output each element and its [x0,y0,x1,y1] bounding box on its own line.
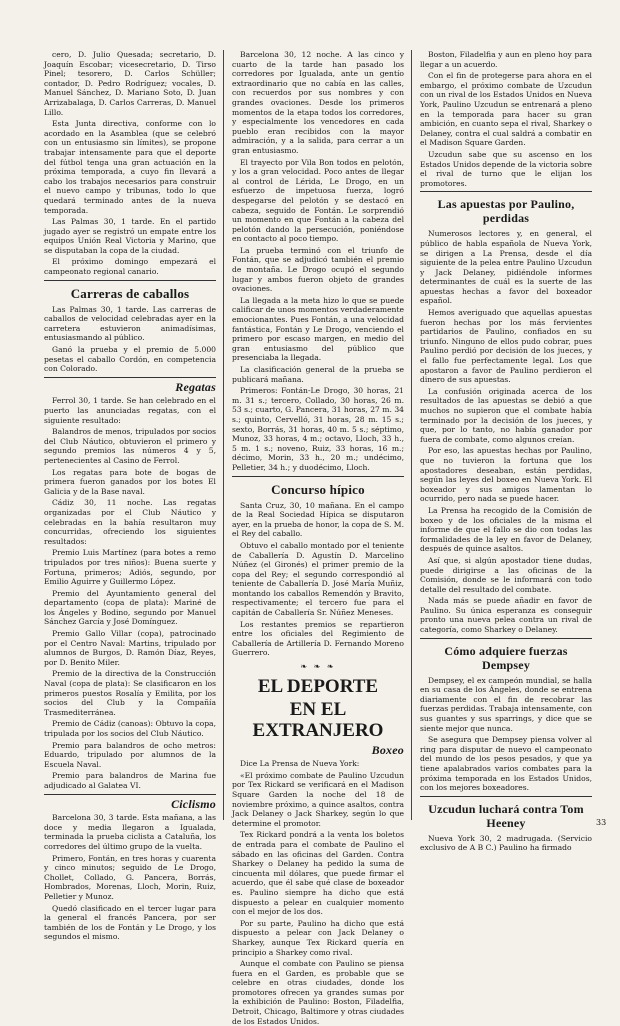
paragraph: La prueba terminó con el triunfo de Fontán, que se adjudicó también el premio de montaña. Le Drogo ocupó el segundo lugar y ambos fueron objeto de grandes ovaciones. [232,245,404,294]
paragraph: Premio de la directiva de la Construcción Naval (copa de plata): Se clasificaron en los primeros puestos Rosalía y Emilita, por los socios del Club y la Compañía Trasmediterránea. [44,669,216,717]
paragraph: Así que, si algún apostador tiene dudas, puede dirigirse a las oficinas de la Comisión, donde se le informará con todo detalle del resultado del combate. [420,555,592,594]
paragraph: El próximo domingo empezará el campeonato regional canario. [44,257,216,277]
column-3 [420,50,592,853]
paragraph: Ganó la prueba y el premio de 5.000 pesetas el caballo Cordón, en competencia con Colorado. [44,345,216,374]
paragraph: Premio Luis Martínez (para botes a remo tripulados por tres niños): Buena suerte y Fortuna, primeros; Adiós, segundo, por Emilio Aguirre y Guillermo López. [44,548,216,587]
paragraph: Nueva York 30, 2 madrugada. (Servicio exclusivo de A B C.) Paulino ha firmado [420,833,592,853]
paragraph: Premio de Cádiz (canoas): Obtuvo la copa, tripulada por los socios del Club Náutico. [44,719,216,738]
paragraph: Aunque el combate con Paulino se piensa fuera en el Garden, es probable que se celebre en otras ciudades, donde los promotores ofrecen ya grandes sumas por la exhibición de Paulino: Boston, Filadelfia, Detroit, Chicago, Baltimore y otras ciudades de los Estados Unidos. [232,959,404,1026]
paragraph: Numerosos lectores y, en general, el público de habla española de Nueva York, se dirigen a La Prensa, desde el día siguiente de la pelea entre Paulino Uzcudun y Jack Delaney, pidiéndole informes determinantes de cuál es la suerte de las apuestas hechas a favor del boxeador español. [420,229,592,306]
heading-carreras: Carreras de caballos [70,285,190,301]
heading-tom-heeney: Uzcudun luchará contra Tom Heeney [428,801,584,830]
divider [420,638,592,639]
section-title-line-2: EN EL EXTRANJERO [252,698,384,741]
paragraph: Con el fin de protegerse para ahora en el embargo, el próximo combate de Uzcudun con un rival de los Estados Unidos en Nueva York, Paulino Uzcudun se entrenará a pleno en la temporada para hacer su gran ambición, en cuanto sepa el rival, Sharkey o Delaney, contra el cual saldrá a combatir en el Madison Square Garden. [420,71,592,148]
paragraph: Premio Gallo Villar (copa), patrocinado por el Centro Naval: Martins, tripulado por alumnos de Burgos, D. Ramón Díaz, Reyes, por D. Benito Miler. [44,629,216,667]
divider [44,794,216,795]
paragraph: Se asegura que Dempsey piensa volver al ring para disputar de nuevo el campeonato del mundo de los pesos pesados, y que ya tiene apalabrados varios combates para la próxima temporada en los Estados Unidos, con los mejores boxeadores. [420,735,592,793]
paragraph: Barcelona 30, 12 noche. A las cinco y cuarto de la tarde han pasado los corredores por Igualada, ante un gentío extraordinario que no cabía en las calles, con recuerdos por sus nombres y con grandes ovaciones. Desde los primeros momentos de la etapa todos los corredores, y especialmente los vencedores en cada pueblo eran recibidos con la mayor admiración, y a la salida, para cerrar a un gran entusiasmo. [232,50,404,155]
paragraph: El trayecto por Vila Bon todos en pelotón, y los a gran velocidad. Poco antes de llegar al control de Lérida, Le Drogo, en un esfuerzo de impetuosa fuerza, logró despegarse del pelotón y se destacó en cabeza, seguido de Fontán. Le sorprendió un momento en que Fontán a la cabeza del pelotón dando la persecución, poniéndose en contacto al poco tiempo. [232,157,404,244]
paragraph: Dempsey, el ex campeón mundial, se halla en su casa de los Ángeles, donde se entrena diariamente con el fin de recobrar las fuerzas perdidas. Trabaja intensamente, con sus guantes y sus sparrings, y dice que se siente mejor que nunca. [420,675,592,733]
column-rule [411,50,412,820]
paragraph: Hemos averiguado que aquellas apuestas fueron hechas por los más fervientes partidarios de Paulino, confiados en su triunfo. Ninguno de ellos pudo cobrar, pues Paulino perdió por decisión de los jueces, y el fallo fue perfectamente legal. Los que apostaron a favor de Paulino perdieron el dinero de sus apuestas. [420,308,592,385]
paragraph: Las Palmas 30, 1 tarde. En el partido jugado ayer se registró un empate entre los equipos Unión Real Victoria y Marino, que se disputaban la copa de la ciudad. [44,217,216,255]
heading-boxeo: Boxeo [371,742,404,757]
heading-dempsey: Cómo adquiere fuerzas Dempsey [444,643,568,672]
paragraph: Primeros: Fontán-Le Drogo, 30 horas, 21 m. 31 s.; tercero, Collado, 30 horas, 26 m. 53 s.; cuarto, G. Pancera, 31 horas, 27 m. 34 s.; quinto, Cervelló, 31 horas, 28 m. 15 s.; sexto, Borrás, 31 horas, 40 m. 5 s.; séptimo, Munoz, 33 horas, 4 m.; octavo, Lloch, 33 h., 5 m. 1 s.; noveno, Ruiz, 33 horas, 16 m.; décimo, Morin, 33 h., 20 m.; undécimo, Pelletier, 34 h.; y duodécimo, Lloch. [232,386,404,472]
paragraph: Tex Rickard pondrá a la venta los boletos de entrada para el combate de Paulino el sábado en las oficinas del Garden. Contra Sharkey o Delaney ha pedido la suma de cincuenta mil dólares, que puede firmar el acuerdo, que él sabe qué clase de boxeador es. Paulino siempre ha dicho que está dispuesto a pelear en cualquier momento con el mejor de los dos. [232,830,404,917]
paragraph: Primero, Fontán, en tres horas y cuarenta y cinco minutos; seguido de Le Drogo, Chollet, Collado, G. Pancera, Borrás, Hombrados, Morenas, Lloch, Morin, Ruiz, Pelletier y Munoz. [44,853,216,901]
paragraph: Premio para balandros de Marina fue adjudicado al Galatea VI. [44,771,216,790]
paragraph: Ferrol 30, 1 tarde. Se han celebrado en el puerto las anunciadas regatas, con el siguiente resultado: [44,396,216,425]
paragraph: Quedó clasificado en el tercer lugar para la general el francés Pancera, por ser también de los de Fontán y Le Drogo, y los segundos el mismo. [44,903,216,942]
paragraph: Los regatas para bote de bogas de primera fueron ganados por los botes El Galicia y de la Base naval. [44,467,216,496]
column-rule [223,50,224,820]
paragraph: Barcelona 30, 3 tarde. Esta mañana, a las doce y media llegaron a Igualada, terminada la prueba ciclista a Cataluña, los corredores del último grupo de la vuelta. [44,813,216,851]
heading-regatas: Regatas [175,379,216,394]
paragraph: Cádiz 30, 11 noche. Las regatas organizadas por el Club Náutico y celebradas en la bahía resultaron muy concurridas, ofreciendo los siguientes resultados: [44,498,216,546]
column-2 [232,50,404,1026]
paragraph: La clasificación general de la prueba se publicará mañana. [232,365,404,384]
paragraph: La Prensa ha recogido de la Comisión de boxeo y de los oficiales de la misma el informe de que el fallo se dio con todas las formalidades de la ley en favor de Delaney, después de quince asaltos. [420,505,592,554]
paragraph: cero, D. Julio Quesada; secretario, D. Joaquín Escobar; vicesecretario, D. Tirso Pinel; tesorero, D. Carlos Schüller; contador, D. Pedro Rodríguez; vocales, D. Manuel Sánchez, D. Mariano Soto, D. Juan Arrizabalaga, D. Carlos Carreras, D. Manuel Lillo. [44,50,216,117]
page-number: 33 [596,818,607,827]
paragraph: Por su parte, Paulino ha dicho que está dispuesto a pelear con Jack Delaney o Sharkey, aunque Tex Rickard quería en principio a Sharkey como rival. [232,918,404,957]
paragraph: Dice La Prensa de Nueva York: [240,759,360,769]
paragraph: Esta Junta directiva, conforme con lo acordado en la Asamblea (que se celebró con un entusiasmo sin límites), se propone trabajar intensamente para que el deporte del fútbol tenga una gran actuación en la próxima temporada, a cuyo fin llevará a cabo los trabajos necesarios para construir el nuevo campo y tribunas, todo lo que quedará terminado antes de la nueva temporada. [44,119,216,215]
paragraph: Los restantes premios se repartieron entre los oficiales del Regimiento de Caballería de Artillería D. Fernando Moreno Guerrero. [232,619,404,658]
paragraph: «El próximo combate de Paulino Uzcudun por Tex Rickard se verificará en el Madison Square Garden la noche del 18 de noviembre próximo, a quince asaltos, contra Jack Delaney o Jack Sharkey, según lo que determine el promotor. [232,770,404,828]
paragraph: Obtuvo el caballo montado por el teniente de Caballería D. Agustín D. Marcelino Núñez (el Gironés) el primer premio de la copa del Rey; el segundo correspondió al teniente de Caballería D. José María Muñiz, montando los caballos Remendón y Bravito, respectivamente; el tercero fue para el capitán de Caballería Sr. Núñez Meneses. [232,540,404,618]
paragraph: Las Palmas 30, 1 tarde. Las carreras de caballos de velocidad celebradas ayer en la carretera estuvieron animadísimas, entusiasmando al público. [44,304,216,343]
ornament-divider: ❧ ❧ ❧ [300,662,336,672]
divider [44,377,216,378]
paragraph: Uzcudun sabe que su ascenso en los Estados Unidos depende de la victoria sobre el rival de turno que le elijan los promotores. [420,149,592,188]
divider [420,191,592,192]
paragraph: Nada más se puede añadir en favor de Paulino. Su única esperanza es conseguir pronto una nueva pelea contra un rival de categoría, como Sharkey o Delaney. [420,596,592,635]
heading-ciclismo: Ciclismo [171,796,216,811]
paragraph: Balandros de menos, tripulados por socios del Club Náutico, obtuvieron el primero y segundo premios las números 4 y 5, pertenecientes al Casino de Ferrol. [44,427,216,465]
paragraph: Premio para balandros de ocho metros: Eduardo, tripulado por alumnos de la Escuela Naval. [44,740,216,769]
paragraph: La llegada a la meta hizo lo que se puede calificar de unos momentos verdaderamente emocionantes. Pues Fontán, a una velocidad fantástica, Fontán y Le Drogo, venciendo el primero por escaso margen, en medio del gran entusiasmo del público que presenciaba la llegada. [232,295,404,363]
paragraph: Por eso, las apuestas hechas por Paulino, que no tuvieron la fortuna que los apostadores deseaban, están perdidas, según las leyes del boxeo en Nueva York. El boxeador y sus amigos lamentan lo ocurrido, pero nada se puede hacer. [420,446,592,504]
paragraph: Boston, Filadelfia y aun en pleno hoy para llegar a un acuerdo. [420,50,592,69]
section-title-line-1: EL DEPORTE [257,675,379,697]
column-1 [44,50,216,942]
heading-apuestas: Las apuestas por Paulino, perdidas [437,197,575,226]
divider [44,280,216,281]
paragraph: Santa Cruz, 30, 10 mañana. En el campo de la Real Sociedad Hípica se disputaron ayer, en la prueba de honor, la copa de S. M. el Rey del caballo. [232,500,404,539]
paragraph: La confusión originada acerca de los resultados de las apuestas se debió a que muchos no supieron que el combate había terminado por la decisión de los jueces, y que, por lo tanto, no había ganador por fuera de combate, como algunos creían. [420,386,592,444]
divider [232,476,404,477]
paragraph: Premio del Ayuntamiento general del departamento (copa de plata): Mariné de los Ángeles y Bodino, segundo por Manuel Sánchez García y José Domínguez. [44,588,216,627]
divider [420,796,592,797]
heading-concurso: Concurso hípico [271,481,365,497]
